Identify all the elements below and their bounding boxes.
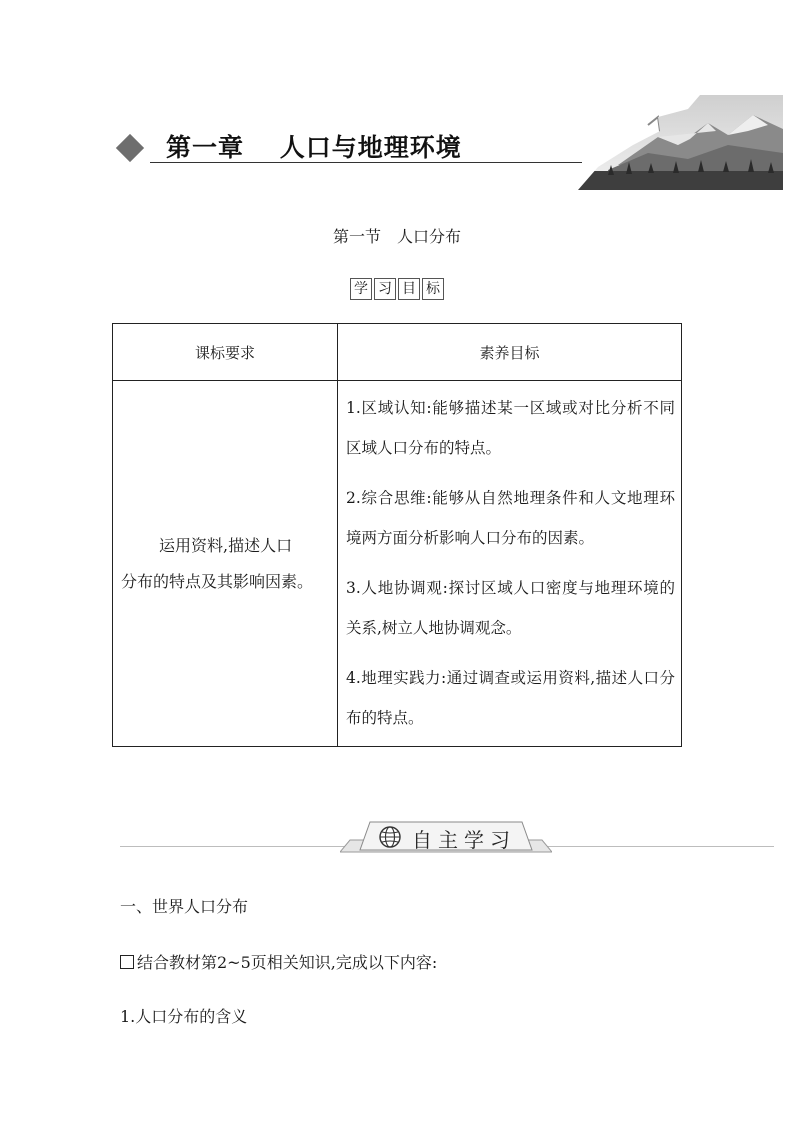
competency-goals-cell <box>338 381 682 747</box>
chapter-title: 第一章 人口与地理环境 <box>166 133 462 162</box>
goal-item: 3.人地协调观:探讨区域人口密度与地理环境的关系,树立人地协调观念。 <box>346 579 675 637</box>
requirement-line: 运用资料,描述人口 <box>159 535 293 555</box>
goal-item: 1.区域认知:能够描述某一区域或对比分析不同区域人口分布的特点。 <box>346 399 675 457</box>
section-title: 第一节 人口分布 <box>332 227 461 246</box>
instruction-text: 结合教材第2~5页相关知识,完成以下内容: <box>137 953 438 972</box>
globe-icon <box>378 825 402 849</box>
objectives-char: 标 <box>422 278 444 300</box>
objectives-char: 学 <box>350 278 372 300</box>
goal-item: 4.地理实践力:通过调查或运用资料,描述人口分布的特点。 <box>346 669 675 727</box>
learning-objectives-label <box>0 278 794 300</box>
curriculum-requirement-cell <box>113 381 338 747</box>
checkbox-icon <box>120 955 134 969</box>
objectives-char: 习 <box>374 278 396 300</box>
objectives-table <box>112 323 682 747</box>
heading-world-population-distribution: 一、世界人口分布 <box>120 897 249 916</box>
requirement-line: 分布的特点及其影响因素。 <box>121 571 314 591</box>
diamond-icon <box>116 134 144 162</box>
table-row <box>113 381 682 747</box>
chapter-divider <box>150 162 582 163</box>
objectives-char: 目 <box>398 278 420 300</box>
goal-item: 2.综合思维:能够从自然地理条件和人文地理环境两方面分析影响人口分布的因素。 <box>346 489 675 547</box>
item-population-distribution-meaning: 1.人口分布的含义 <box>120 1007 248 1026</box>
header-curriculum-requirements: 课标要求 <box>113 324 338 381</box>
mountain-landscape-image <box>578 95 783 190</box>
self-study-label: 自主学习 <box>412 828 516 852</box>
table-header-row <box>113 324 682 381</box>
header-competency-goals: 素养目标 <box>338 324 682 381</box>
instruction-line <box>120 950 437 973</box>
